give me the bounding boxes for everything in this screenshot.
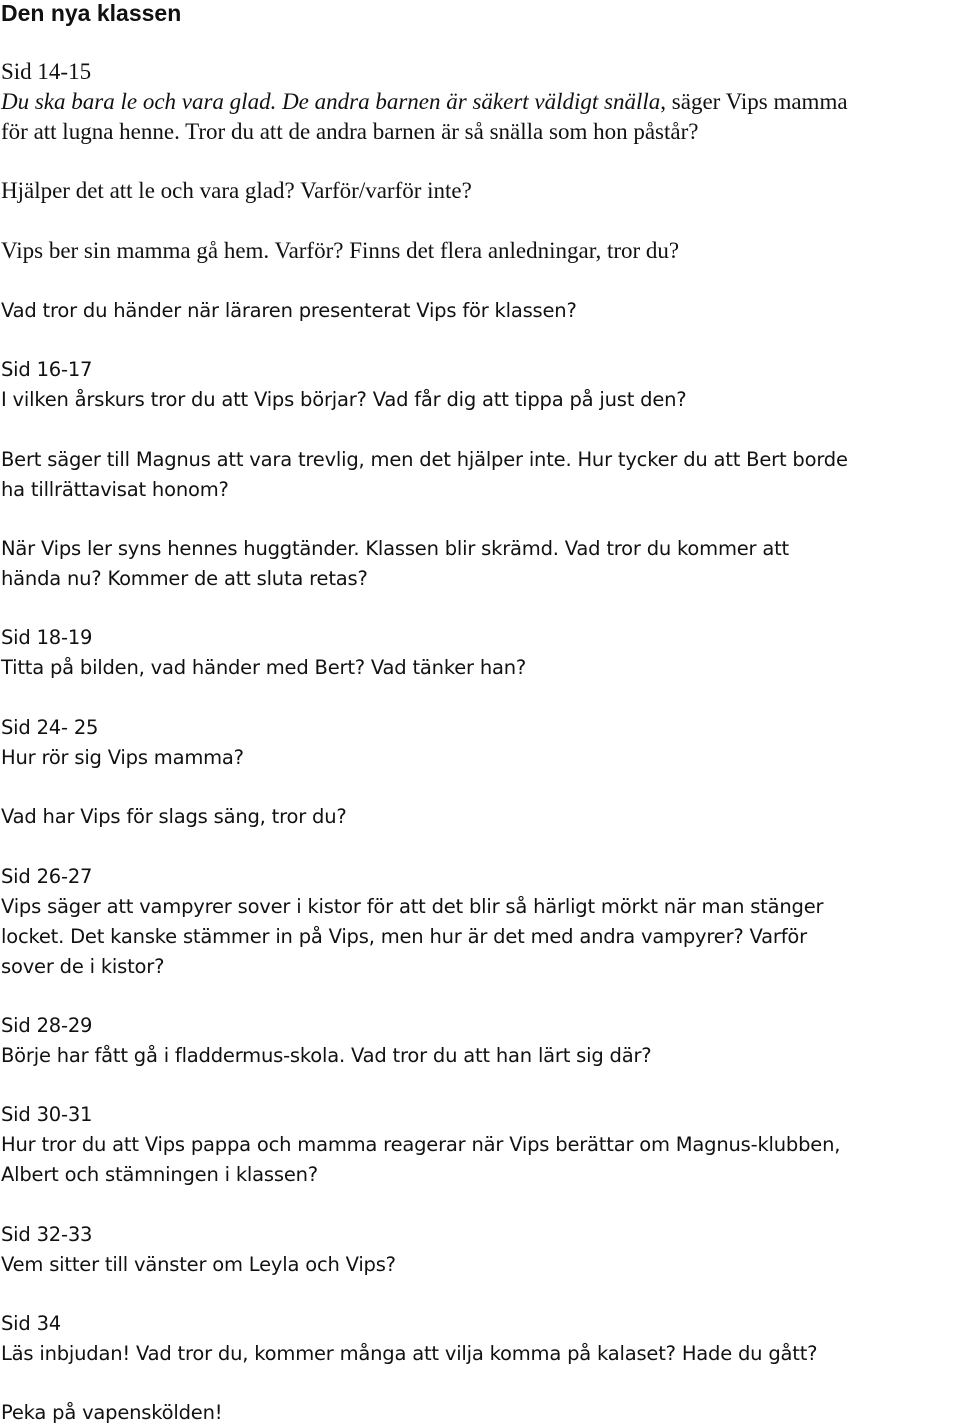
section-heading-18-19: Sid 18-19 [1,626,93,649]
paragraph-line: Peka på vapenskölden! [1,1401,223,1424]
section-heading-14-15: Sid 14-15 [1,59,92,84]
paragraph-line: sover de i kistor? [1,955,165,978]
paragraph-line: När Vips ler syns hennes huggtänder. Klassen blir skrämd. Vad tror du kommer att [1,537,790,560]
document-title: Den nya klassen [1,0,182,26]
paragraph-line: Hur rör sig Vips mamma? [1,746,244,769]
paragraph-line: Börje har fått gå i fladdermus-skola. Vad tror du att han lärt sig där? [1,1044,652,1067]
paragraph-line [1,87,848,117]
section-heading-24-25: Sid 24- 25 [1,716,99,739]
section-heading-28-29: Sid 28-29 [1,1014,93,1037]
paragraph-line: Titta på bilden, vad händer med Bert? Vad tänker han? [1,656,527,679]
paragraph-line: Albert och stämningen i klassen? [1,1163,318,1186]
paragraph-line: Vad tror du händer när läraren presenterat Vips för klassen? [1,299,577,322]
section-heading-16-17: Sid 16-17 [1,358,93,381]
paragraph-line: locket. Det kanske stämmer in på Vips, men hur är det med andra vampyrer? Varför [1,925,807,948]
paragraph-line: Vad har Vips för slags säng, tror du? [1,805,347,828]
paragraph-line: ha tillrättavisat honom? [1,478,229,501]
paragraph-line: Läs inbjudan! Vad tror du, kommer många att vilja komma på kalaset? Hade du gått? [1,1342,818,1365]
paragraph-line: Bert säger till Magnus att vara trevlig, men det hjälper inte. Hur tycker du att Bert borde [1,448,848,471]
paragraph-line: Hur tror du att Vips pappa och mamma reagerar när Vips berättar om Magnus-klubben, [1,1133,841,1156]
paragraph-line: Vips säger att vampyrer sover i kistor för att det blir så härligt mörkt när man stänger [1,895,824,918]
section-heading-26-27: Sid 26-27 [1,865,93,888]
paragraph-line: för att lugna henne. Tror du att de andra barnen är så snälla som hon påstår? [1,119,699,144]
quote-attribution: , säger Vips mamma [660,89,848,114]
paragraph-line: I vilken årskurs tror du att Vips börjar? Vad får dig att tippa på just den? [1,388,687,411]
quote-text: Du ska bara le och vara glad. De andra barnen är säkert väldigt snälla [1,89,661,114]
section-heading-32-33: Sid 32-33 [1,1223,93,1246]
section-heading-30-31: Sid 30-31 [1,1103,93,1126]
paragraph-line: hända nu? Kommer de att sluta retas? [1,567,368,590]
paragraph-line: Vips ber sin mamma gå hem. Varför? Finns det flera anledningar, tror du? [1,238,680,263]
paragraph-line: Hjälper det att le och vara glad? Varför/varför inte? [1,178,472,203]
paragraph-line: Vem sitter till vänster om Leyla och Vips? [1,1253,396,1276]
section-heading-34: Sid 34 [1,1312,61,1335]
